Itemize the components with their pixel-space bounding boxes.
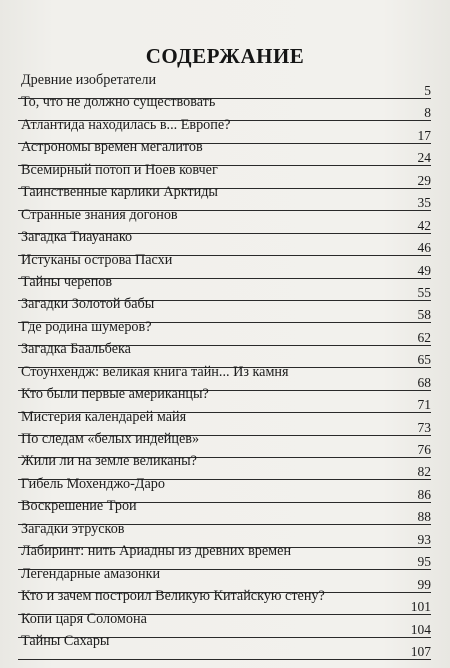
toc-entry xyxy=(18,542,431,570)
table-of-contents xyxy=(18,71,431,659)
toc-entry-title: Всемирный потоп и Ноев ковчег xyxy=(21,161,218,178)
toc-entry xyxy=(18,71,431,98)
toc-entry-title: Истуканы острова Пасхи xyxy=(21,251,173,268)
toc-entry-title: Где родина шумеров? xyxy=(21,318,152,335)
toc-entry-page-number: 35 xyxy=(417,195,431,211)
toc-entry-page-number: 62 xyxy=(417,329,431,345)
toc-entry-title: Легендарные амазонки xyxy=(21,565,161,582)
toc-entry-page-number: 68 xyxy=(417,374,431,390)
toc-entry-title: Загадки Золотой бабы xyxy=(21,296,155,313)
toc-entry xyxy=(18,206,431,233)
toc-entry-page-number: 86 xyxy=(417,486,431,502)
toc-entry-page-number: 99 xyxy=(417,576,431,592)
toc-entry xyxy=(18,363,431,390)
toc-entry-page-number: 42 xyxy=(417,217,431,233)
toc-entry-page-number: 17 xyxy=(417,127,431,143)
toc-entry xyxy=(18,295,431,323)
toc-entry xyxy=(18,452,431,480)
toc-entry-page-number: 73 xyxy=(417,419,431,435)
toc-entry-page-number: 104 xyxy=(410,621,431,637)
toc-entry xyxy=(18,408,431,435)
toc-entry xyxy=(18,587,431,615)
toc-entry-title: Кто и зачем построил Великую Китайскую стену? xyxy=(21,588,325,605)
toc-entry-page-number: 58 xyxy=(417,307,431,323)
toc-entry-page-number: 93 xyxy=(417,531,431,547)
toc-entry-page-number: 55 xyxy=(417,284,431,300)
toc-entry xyxy=(18,430,431,457)
toc-entry xyxy=(18,318,431,345)
toc-entry-title: Гибель Мохенджо-Даро xyxy=(21,475,165,492)
toc-entry-page-number: 46 xyxy=(417,240,431,256)
page-title: СОДЕРЖАНИЕ xyxy=(145,44,305,68)
toc-entry xyxy=(18,138,431,166)
toc-entry xyxy=(18,116,431,143)
toc-entry xyxy=(18,273,431,300)
toc-entry-title: Лабиринт: нить Ариадны из древних времен xyxy=(21,543,292,560)
toc-entry-page-number: 101 xyxy=(410,599,431,615)
toc-entry-title: Мистерия календарей майя xyxy=(21,408,187,425)
toc-entry-page-number: 24 xyxy=(417,150,431,166)
toc-entry-page-number: 71 xyxy=(417,397,431,413)
toc-entry-title: Тайны Сахары xyxy=(21,632,110,649)
toc-entry xyxy=(18,520,431,547)
toc-entry-title: Атлантида находилась в... Европе? xyxy=(21,116,231,133)
toc-entry-title: Таинственные карлики Арктиды xyxy=(21,184,218,201)
toc-entry xyxy=(18,161,431,188)
toc-entry-page-number: 76 xyxy=(417,442,431,457)
toc-leader-line xyxy=(18,659,431,660)
toc-entry-page-number: 82 xyxy=(417,464,431,480)
toc-entry-title: Странные знания догонов xyxy=(21,206,178,223)
toc-entry xyxy=(18,475,431,502)
toc-entry-page-number: 88 xyxy=(417,509,431,525)
toc-entry-page-number: 49 xyxy=(417,262,431,278)
toc-entry-page-number: 8 xyxy=(424,105,431,121)
toc-entry xyxy=(18,340,431,368)
toc-entry-title: По следам «белых индейцев» xyxy=(21,431,200,447)
toc-entry-title: Кто были первые американцы? xyxy=(21,386,209,403)
toc-entry-title: Древние изобретатели xyxy=(21,72,157,88)
toc-entry xyxy=(18,610,431,637)
toc-entry xyxy=(18,93,431,121)
toc-entry-page-number: 65 xyxy=(417,352,431,368)
toc-entry-page-number: 95 xyxy=(417,554,431,570)
toc-entry xyxy=(18,565,431,592)
toc-entry-title: Загадки этрусков xyxy=(21,520,125,537)
toc-entry xyxy=(18,497,431,525)
toc-entry xyxy=(18,385,431,413)
toc-entry-page-number: 5 xyxy=(424,83,431,98)
toc-entry-title: То, что не должно существовать xyxy=(21,94,216,111)
toc-entry-title: Загадка Баальбека xyxy=(21,341,131,358)
toc-entry-title: Воскрешение Трои xyxy=(21,498,137,515)
toc-entry-title: Тайны черепов xyxy=(21,273,113,290)
toc-entry-title: Копи царя Соломона xyxy=(21,610,147,627)
toc-entry-title: Стоунхендж: великая книга тайн... Из камня xyxy=(21,363,289,380)
toc-entry xyxy=(18,251,431,278)
toc-entry-page-number: 107 xyxy=(410,643,431,659)
toc-entry xyxy=(18,183,431,211)
toc-entry-title: Жили ли на земле великаны? xyxy=(21,453,197,470)
toc-entry xyxy=(18,632,431,659)
toc-entry-page-number: 29 xyxy=(417,172,431,188)
toc-entry-title: Астрономы времен мегалитов xyxy=(21,139,203,156)
toc-entry-title: Загадка Тиауанако xyxy=(21,229,133,246)
toc-entry xyxy=(18,228,431,256)
